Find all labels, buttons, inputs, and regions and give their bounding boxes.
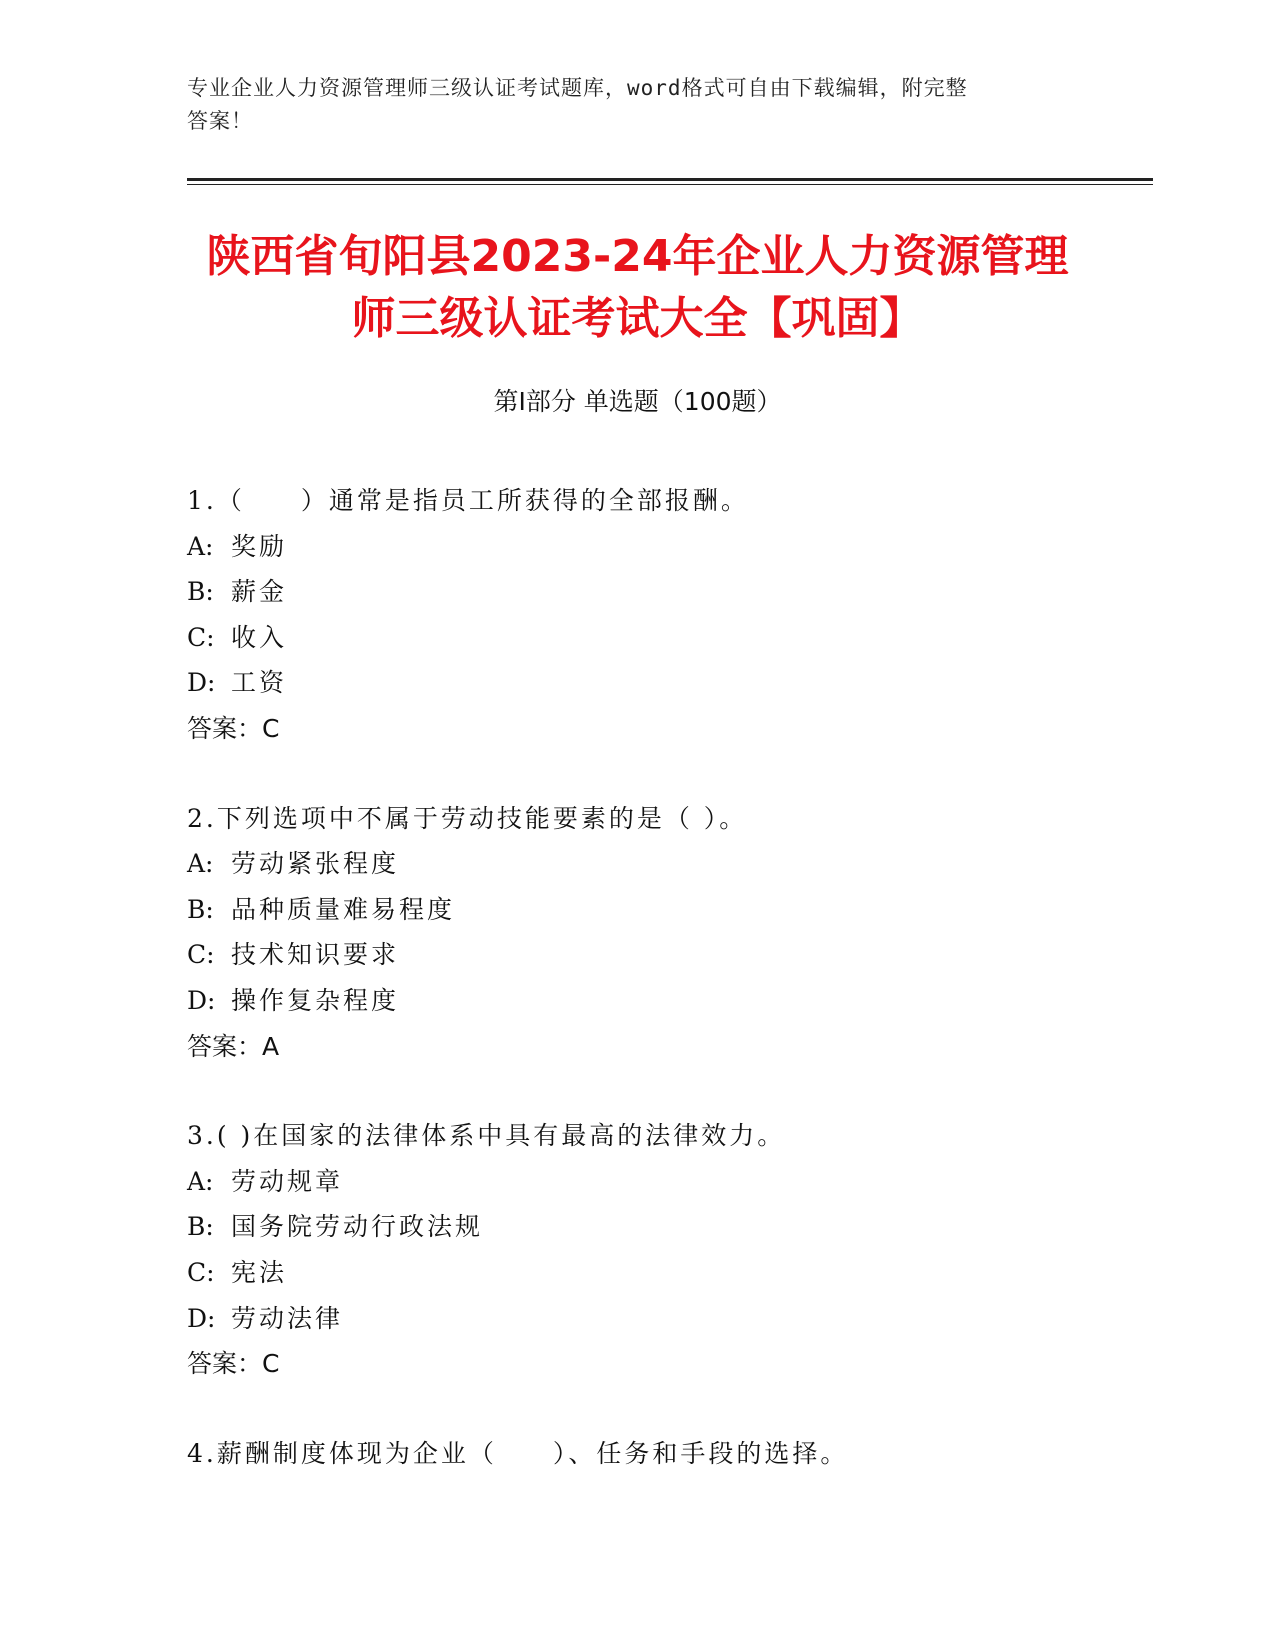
option-text: 劳动规章 <box>231 1166 344 1196</box>
question-stem: 3.( )在国家的法律体系中具有最高的法律效力。 <box>187 1121 786 1151</box>
option-key: C: <box>187 940 215 970</box>
question-item <box>187 796 1147 1070</box>
option-d <box>187 978 1147 1024</box>
option-c <box>187 1250 1147 1296</box>
option-text: 操作复杂程度 <box>231 985 400 1015</box>
answer-line: 答案：C <box>187 1349 280 1379</box>
answer-line: 答案：A <box>187 1031 280 1061</box>
option-d <box>187 1296 1147 1342</box>
option-b <box>187 569 1147 615</box>
option-c <box>187 932 1147 978</box>
option-key: D: <box>187 668 216 698</box>
option-text: 国务院劳动行政法规 <box>231 1212 484 1242</box>
option-text: 技术知识要求 <box>231 940 400 970</box>
option-key: A: <box>187 531 214 561</box>
header-note-line: 答案！ <box>187 109 253 133</box>
option-key: B: <box>187 1212 214 1242</box>
option-key: C: <box>187 1257 215 1287</box>
option-text: 劳动法律 <box>231 1303 344 1333</box>
question-item <box>187 1431 1147 1477</box>
option-a <box>187 524 1147 570</box>
header-divider-thin <box>187 184 1153 185</box>
question-stem: 2.下列选项中不属于劳动技能要素的是（ ）。 <box>187 803 748 833</box>
option-key: D: <box>187 1303 216 1333</box>
page-title <box>150 226 1125 350</box>
option-key: C: <box>187 622 215 652</box>
option-text: 薪金 <box>231 577 288 607</box>
header-divider-thick <box>187 178 1153 181</box>
question-stem: 1.（ ）通常是指员工所获得的全部报酬。 <box>187 486 749 515</box>
option-key: A: <box>187 1166 214 1196</box>
option-text: 劳动紧张程度 <box>231 849 400 879</box>
option-key: B: <box>187 577 214 607</box>
title-line: 陕西省旬阳县2023-24年企业人力资源管理 <box>206 231 1069 282</box>
option-text: 奖励 <box>231 531 288 561</box>
option-key: D: <box>187 985 216 1015</box>
option-text: 宪法 <box>231 1257 288 1287</box>
option-key: B: <box>187 894 214 924</box>
answer-line: 答案：C <box>187 713 280 743</box>
question-stem: 4.薪酬制度体现为企业（ ）、任务和手段的选择。 <box>187 1438 849 1468</box>
option-text: 品种质量难易程度 <box>231 894 456 924</box>
option-b <box>187 887 1147 933</box>
option-a <box>187 841 1147 887</box>
title-line: 师三级认证考试大全【巩固】 <box>351 293 924 344</box>
option-text: 收入 <box>231 622 288 652</box>
header-note-line: 专业企业人力资源管理师三级认证考试题库，word格式可自由下载编辑，附完整 <box>187 76 968 100</box>
option-c <box>187 615 1147 661</box>
section-title: 第I部分 单选题（100题） <box>493 387 782 416</box>
option-d <box>187 660 1147 706</box>
question-item <box>187 1113 1147 1387</box>
option-b <box>187 1204 1147 1250</box>
option-a <box>187 1159 1147 1205</box>
header-note <box>187 72 1067 138</box>
question-item <box>187 478 1147 752</box>
option-text: 工资 <box>231 668 288 698</box>
question-list <box>187 478 1147 1520</box>
option-key: A: <box>187 849 214 879</box>
